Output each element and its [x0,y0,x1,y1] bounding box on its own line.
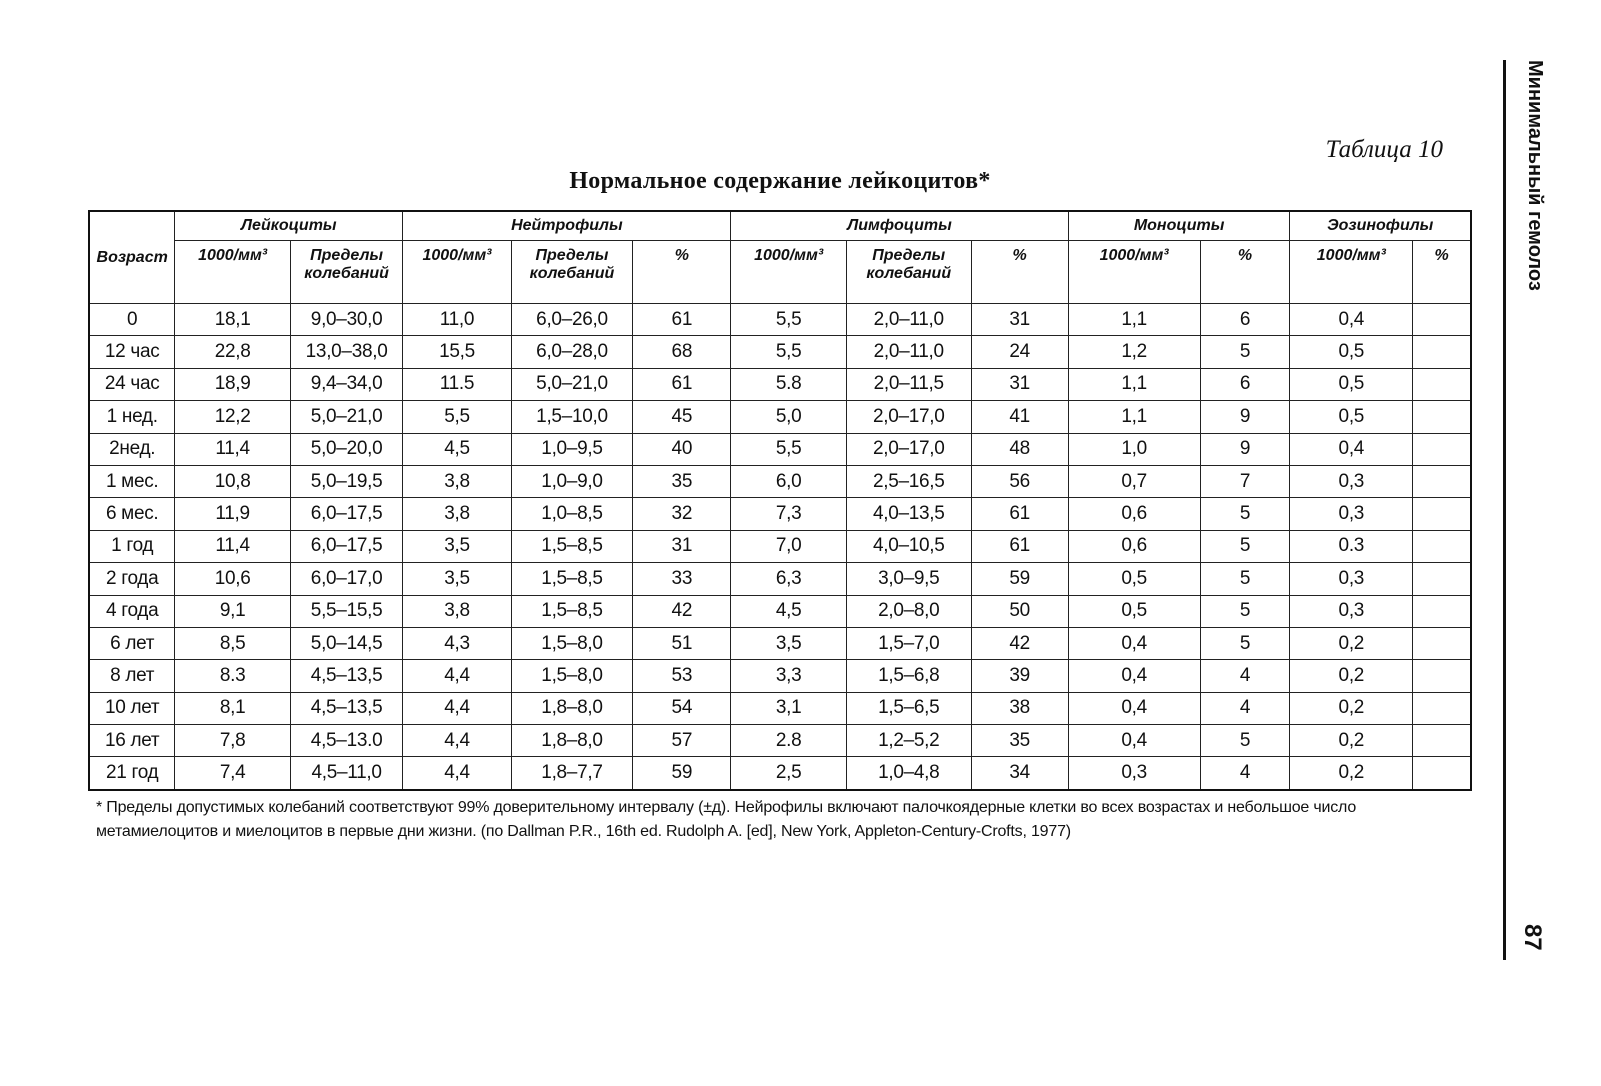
table-cell: 4,3 [403,627,511,659]
table-cell: 1,0 [1068,433,1200,465]
table-row [89,757,1471,790]
subheader-unit: 1000/мм³ [175,241,291,304]
table-cell: 35 [633,465,731,497]
table-row [89,530,1471,562]
table-cell: 3,0–9,5 [846,563,971,595]
table-cell: 6,0–17,0 [290,563,402,595]
age-cell: 4 года [89,595,175,627]
table-cell: 6,3 [731,563,847,595]
table-cell: 3,1 [731,692,847,724]
table-cell [1413,498,1471,530]
header-leukocytes: Лейкоциты [175,211,403,241]
age-cell: 6 мес. [89,498,175,530]
table-cell: 57 [633,725,731,757]
table-cell: 2,0–17,0 [846,401,971,433]
table-cell: 31 [633,530,731,562]
table-cell: 32 [633,498,731,530]
table-cell [1413,660,1471,692]
subheader-unit: 1000/мм³ [731,241,847,304]
table-cell: 18,1 [175,304,291,336]
table-cell: 9 [1200,401,1290,433]
table-cell: 5 [1200,336,1290,368]
age-cell: 16 лет [89,725,175,757]
table-row [89,465,1471,497]
table-cell: 1,5–8,0 [511,627,633,659]
table-cell: 0,6 [1068,498,1200,530]
table-cell: 22,8 [175,336,291,368]
table-cell: 4 [1200,660,1290,692]
table-cell: 0,4 [1068,627,1200,659]
table-row [89,368,1471,400]
subheader-range: Пределы колебаний [846,241,971,304]
table-cell [1413,368,1471,400]
table-cell: 3,8 [403,595,511,627]
table-cell: 41 [971,401,1068,433]
table-cell: 0,4 [1068,660,1200,692]
table-cell: 2.8 [731,725,847,757]
age-cell: 6 лет [89,627,175,659]
table-cell: 0,5 [1290,368,1413,400]
subheader-range: Пределы колебаний [290,241,402,304]
table-cell: 6,0 [731,465,847,497]
table-cell: 1,0–9,0 [511,465,633,497]
table-cell: 6,0–26,0 [511,304,633,336]
table-cell: 3,5 [403,530,511,562]
table-cell: 3,5 [403,563,511,595]
table-cell: 2,5 [731,757,847,790]
table-cell: 2,0–11,0 [846,336,971,368]
table-cell: 0,3 [1290,595,1413,627]
table-cell: 0,2 [1290,725,1413,757]
table-cell: 1,5–7,0 [846,627,971,659]
table-cell: 5,5 [731,304,847,336]
table-cell: 4,5–11,0 [290,757,402,790]
age-cell: 24 час [89,368,175,400]
age-cell: 1 год [89,530,175,562]
margin-rule [1503,60,1506,960]
table-row [89,725,1471,757]
table-cell: 4,0–13,5 [846,498,971,530]
table-cell: 6,0–28,0 [511,336,633,368]
table-cell: 31 [971,368,1068,400]
table-cell: 6,0–17,5 [290,530,402,562]
table-cell: 4,4 [403,660,511,692]
table-cell: 61 [971,498,1068,530]
table-cell: 2,0–11,5 [846,368,971,400]
table-cell: 0,2 [1290,692,1413,724]
table-cell: 0,2 [1290,660,1413,692]
table-cell: 0,3 [1290,498,1413,530]
table-cell: 5 [1200,595,1290,627]
table-cell: 10,6 [175,563,291,595]
table-cell [1413,595,1471,627]
header-neutrophils: Нейтрофилы [403,211,731,241]
table-cell: 31 [971,304,1068,336]
table-cell: 1,2 [1068,336,1200,368]
table-cell: 34 [971,757,1068,790]
table-cell: 42 [971,627,1068,659]
table-cell: 12,2 [175,401,291,433]
subheader-percent: % [633,241,731,304]
table-row [89,401,1471,433]
table-cell: 5.8 [731,368,847,400]
table-cell: 0,3 [1068,757,1200,790]
table-cell: 8,5 [175,627,291,659]
table-body [89,304,1471,790]
table-cell: 4,0–10,5 [846,530,971,562]
table-cell: 4,4 [403,725,511,757]
table-cell: 1,8–8,0 [511,725,633,757]
table-cell: 0,2 [1290,757,1413,790]
age-cell: 0 [89,304,175,336]
age-cell: 1 нед. [89,401,175,433]
age-cell: 12 час [89,336,175,368]
table-cell: 3,3 [731,660,847,692]
table-cell: 18,9 [175,368,291,400]
table-cell: 1,1 [1068,368,1200,400]
table-cell [1413,757,1471,790]
header-row-groups [89,211,1471,241]
table-cell: 0,3 [1290,465,1413,497]
header-row-subcolumns [89,241,1471,304]
table-cell: 0,5 [1068,563,1200,595]
table-cell: 3,8 [403,465,511,497]
table-cell: 4,5–13.0 [290,725,402,757]
table-cell: 0,4 [1290,433,1413,465]
table-cell: 7,4 [175,757,291,790]
table-cell: 7,3 [731,498,847,530]
table-cell: 4 [1200,692,1290,724]
table-cell: 1,5–8,5 [511,563,633,595]
table-cell: 5,0–14,5 [290,627,402,659]
table-cell: 0,4 [1068,725,1200,757]
table-cell: 6 [1200,368,1290,400]
table-cell: 3,5 [731,627,847,659]
table-cell: 0,5 [1290,336,1413,368]
table-cell: 45 [633,401,731,433]
subheader-unit: 1000/мм³ [1290,241,1413,304]
table-cell: 1,0–8,5 [511,498,633,530]
table-cell: 1,8–7,7 [511,757,633,790]
table-row [89,563,1471,595]
age-cell: 8 лет [89,660,175,692]
table-row [89,336,1471,368]
subheader-unit: 1000/мм³ [1068,241,1200,304]
table-cell: 1,5–10,0 [511,401,633,433]
table-cell: 13,0–38,0 [290,336,402,368]
table-cell: 5 [1200,627,1290,659]
table-cell: 50 [971,595,1068,627]
table-cell: 1,8–8,0 [511,692,633,724]
subheader-percent: % [1200,241,1290,304]
table-cell: 42 [633,595,731,627]
table-cell: 1,1 [1068,401,1200,433]
table-cell: 4,5–13,5 [290,692,402,724]
table-cell: 9 [1200,433,1290,465]
table-cell: 4,5–13,5 [290,660,402,692]
table-cell: 0,7 [1068,465,1200,497]
table-cell: 38 [971,692,1068,724]
table-cell: 15,5 [403,336,511,368]
table-cell: 39 [971,660,1068,692]
table-cell [1413,563,1471,595]
table-cell: 5,0–21,0 [511,368,633,400]
table-cell: 1,5–6,5 [846,692,971,724]
table-cell: 54 [633,692,731,724]
table-cell [1413,336,1471,368]
table-cell: 1,1 [1068,304,1200,336]
table-cell: 40 [633,433,731,465]
table-cell: 5,0–19,5 [290,465,402,497]
age-cell: 10 лет [89,692,175,724]
table-cell [1413,304,1471,336]
table-cell: 2,0–8,0 [846,595,971,627]
table-cell: 7 [1200,465,1290,497]
age-cell: 21 год [89,757,175,790]
table-row [89,660,1471,692]
table-cell: 4,5 [731,595,847,627]
table-cell: 1,2–5,2 [846,725,971,757]
table-cell: 3,8 [403,498,511,530]
table-cell: 0,5 [1068,595,1200,627]
age-cell: 2нед. [89,433,175,465]
subheader-range: Пределы колебаний [511,241,633,304]
table-cell: 6 [1200,304,1290,336]
table-cell: 5,5–15,5 [290,595,402,627]
table-cell: 6,0–17,5 [290,498,402,530]
table-cell: 5,0–21,0 [290,401,402,433]
table-row [89,627,1471,659]
table-cell: 1,0–9,5 [511,433,633,465]
table-cell: 5,0 [731,401,847,433]
leukocyte-table [88,210,1472,791]
table-cell: 0,2 [1290,627,1413,659]
footnote: * Пределы допустимых колебаний соответствуют 99% доверительному интервалу (±д). Нейрофилы включают палочкоядерные клетки во всех возрастах и небольшое число метамиелоцитов и миелоцитов в первые дни жизни. (по Dallman P.R., 16th ed. Rudolph A. [ed], New York, Appleton-Century-Crofts, 1977) [96,799,1357,840]
header-monocytes: Моноциты [1068,211,1290,241]
table-cell: 0.3 [1290,530,1413,562]
table-cell: 0,6 [1068,530,1200,562]
page-number: 87 [1519,924,1546,951]
table-cell: 61 [971,530,1068,562]
table-cell: 61 [633,304,731,336]
table-cell: 2,5–16,5 [846,465,971,497]
header-age: Возраст [89,211,175,304]
table-cell: 68 [633,336,731,368]
table-cell: 7,8 [175,725,291,757]
table-cell: 5 [1200,725,1290,757]
table-cell: 2,0–17,0 [846,433,971,465]
table-row [89,498,1471,530]
age-cell: 2 года [89,563,175,595]
table-cell: 11,4 [175,530,291,562]
table-cell: 8.3 [175,660,291,692]
table-cell: 5 [1200,498,1290,530]
table-cell: 1,5–6,8 [846,660,971,692]
table-cell: 56 [971,465,1068,497]
table-row [89,692,1471,724]
table-cell: 5,5 [731,433,847,465]
age-cell: 1 мес. [89,465,175,497]
table-cell [1413,725,1471,757]
table-cell [1413,530,1471,562]
table-cell: 51 [633,627,731,659]
table-cell: 1,0–4,8 [846,757,971,790]
table-cell: 59 [971,563,1068,595]
header-eosinophils: Эозинофилы [1290,211,1471,241]
table-cell: 0,4 [1290,304,1413,336]
table-cell: 1,5–8,0 [511,660,633,692]
table-cell: 24 [971,336,1068,368]
table-cell [1413,692,1471,724]
table-cell: 10,8 [175,465,291,497]
table-cell: 35 [971,725,1068,757]
table-caption: Таблица 10 [1325,136,1443,163]
table-cell: 8,1 [175,692,291,724]
table-cell: 11,0 [403,304,511,336]
table-cell: 11,9 [175,498,291,530]
table-cell: 11.5 [403,368,511,400]
table-cell: 4,4 [403,692,511,724]
subheader-percent: % [971,241,1068,304]
table-cell: 5 [1200,563,1290,595]
table-cell: 9,0–30,0 [290,304,402,336]
header-lymphocytes: Лимфоциты [731,211,1068,241]
table-cell: 2,0–11,0 [846,304,971,336]
table-cell: 0,4 [1068,692,1200,724]
subheader-unit: 1000/мм³ [403,241,511,304]
table-row [89,304,1471,336]
table-cell: 61 [633,368,731,400]
running-head: Минимальный гемолоз [1524,60,1546,291]
table-cell: 59 [633,757,731,790]
table-cell: 5,5 [403,401,511,433]
table-cell: 1,5–8,5 [511,595,633,627]
table-row [89,595,1471,627]
table-cell [1413,627,1471,659]
table-cell [1413,433,1471,465]
table-row [89,433,1471,465]
table-cell: 0,3 [1290,563,1413,595]
table-cell: 33 [633,563,731,595]
table-cell: 48 [971,433,1068,465]
table-cell: 11,4 [175,433,291,465]
table-cell: 0,5 [1290,401,1413,433]
page-title: Нормальное содержание лейкоцитов* [569,168,991,194]
table-cell: 9,1 [175,595,291,627]
table-cell: 1,5–8,5 [511,530,633,562]
table-cell: 9,4–34,0 [290,368,402,400]
table-cell: 4,4 [403,757,511,790]
table-cell: 5,0–20,0 [290,433,402,465]
table-cell: 5 [1200,530,1290,562]
subheader-percent: % [1413,241,1471,304]
table-cell [1413,465,1471,497]
table-cell: 4,5 [403,433,511,465]
table-cell [1413,401,1471,433]
table-cell: 53 [633,660,731,692]
table-cell: 4 [1200,757,1290,790]
table-cell: 5,5 [731,336,847,368]
table-cell: 7,0 [731,530,847,562]
